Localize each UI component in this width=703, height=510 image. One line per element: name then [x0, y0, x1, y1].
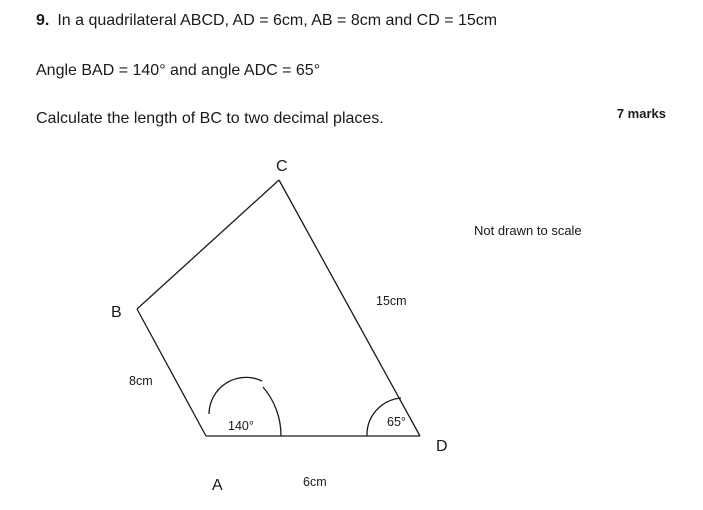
angle-adc-label: 65° [387, 415, 406, 429]
vertex-a-label: A [212, 477, 223, 494]
question-text-line-3: Calculate the length of BC to two decimal places. [36, 110, 384, 127]
side-cd-label: 15cm [376, 294, 407, 308]
angle-arc-a-top [209, 377, 262, 414]
side-ab-label: 8cm [129, 374, 153, 388]
side-ad-label: 6cm [303, 475, 327, 489]
angle-arc-a [263, 387, 281, 436]
question-text-line-1: In a quadrilateral ABCD, AD = 6cm, AB = 8cm and CD = 15cm [57, 12, 498, 29]
not-to-scale-note: Not drawn to scale [474, 223, 582, 238]
vertex-b-label: B [111, 304, 122, 321]
side-ab [137, 309, 206, 436]
vertex-c-label: C [276, 158, 288, 175]
side-bc [137, 180, 279, 309]
angle-bad-label: 140° [228, 419, 254, 433]
vertex-d-label: D [436, 438, 448, 455]
question-number: 9. [36, 12, 50, 29]
question-text-line-2: Angle BAD = 140° and angle ADC = 65° [36, 62, 321, 79]
marks-label: 7 marks [616, 106, 666, 121]
